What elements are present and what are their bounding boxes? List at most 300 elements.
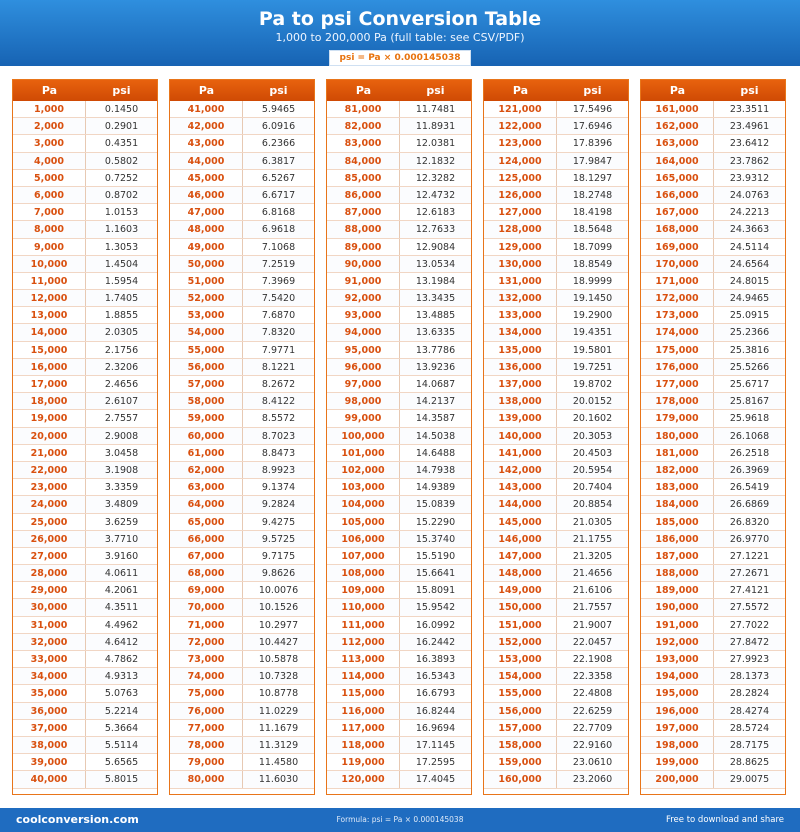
pa-value: 105,000 (327, 514, 400, 530)
table-row (170, 376, 314, 393)
table-row (13, 548, 157, 565)
table-row (484, 204, 628, 221)
table-row (327, 359, 471, 376)
pa-value: 175,000 (641, 342, 714, 358)
psi-value: 7.8320 (261, 327, 296, 339)
psi-value: 21.4656 (572, 568, 613, 580)
psi-value: 7.3969 (261, 275, 296, 287)
psi-value: 23.7862 (729, 155, 770, 167)
table-row (13, 428, 157, 445)
psi-value: 14.0687 (415, 379, 456, 390)
pa-value: 194,000 (641, 668, 714, 684)
psi-value: 15.9542 (415, 602, 456, 614)
table-row (327, 531, 471, 548)
pa-value: 64,000 (170, 496, 243, 512)
psi-value: 9.1374 (261, 482, 296, 494)
pa-value: 88,000 (327, 221, 400, 237)
psi-value: 11.0229 (258, 705, 299, 717)
psi-value: 14.2137 (415, 396, 456, 408)
psi-value: 5.0763 (104, 688, 139, 700)
table-row (327, 273, 471, 290)
table-row (170, 256, 314, 273)
table-row (13, 479, 157, 496)
psi-value: 25.2366 (729, 327, 770, 339)
pa-value: 42,000 (170, 118, 243, 134)
table-row (13, 101, 157, 118)
psi-value: 14.7938 (415, 464, 456, 476)
pa-value: 160,000 (484, 771, 557, 787)
pa-value: 48,000 (170, 221, 243, 237)
pa-value: 91,000 (327, 273, 400, 289)
pa-value: 21,000 (13, 445, 86, 461)
psi-value: 28.8625 (729, 757, 770, 769)
table-row (13, 462, 157, 479)
psi-value: 4.9313 (104, 671, 139, 683)
table-row (484, 617, 628, 634)
pa-value: 165,000 (641, 170, 714, 186)
psi-value: 6.6717 (261, 189, 296, 201)
table-row (170, 290, 314, 307)
table-row (484, 101, 628, 118)
pa-value: 138,000 (484, 393, 557, 409)
pa-value: 124,000 (484, 153, 557, 169)
pa-value: 62,000 (170, 462, 243, 478)
pa-value: 99,000 (327, 410, 400, 426)
table-row (641, 239, 785, 256)
pa-value: 190,000 (641, 599, 714, 615)
table-row (327, 496, 471, 513)
psi-value: 26.5419 (729, 482, 770, 494)
psi-value: 15.3740 (415, 533, 456, 545)
psi-value: 18.9999 (572, 275, 613, 287)
pa-value: 161,000 (641, 101, 714, 117)
pa-value: 20,000 (13, 428, 86, 444)
psi-value: 19.2900 (572, 310, 613, 322)
psi-value: 26.9770 (729, 533, 770, 545)
pa-value: 30,000 (13, 599, 86, 615)
pa-value: 34,000 (13, 668, 86, 684)
psi-value: 20.5954 (572, 464, 613, 476)
pa-value: 13,000 (13, 307, 86, 323)
pa-value: 117,000 (327, 720, 400, 736)
psi-value: 25.5266 (729, 361, 770, 373)
table-row (327, 135, 471, 152)
psi-value: 27.1221 (729, 550, 770, 562)
psi-value: 14.6488 (415, 447, 456, 459)
table-row (484, 634, 628, 651)
pa-value: 80,000 (170, 771, 243, 787)
column-header-pa: Pa (355, 84, 372, 97)
pa-value: 6,000 (13, 187, 86, 203)
pa-value: 98,000 (327, 393, 400, 409)
pa-value: 180,000 (641, 428, 714, 444)
psi-value: 6.2366 (261, 138, 296, 150)
psi-value: 10.1526 (258, 602, 299, 614)
psi-value: 6.5267 (261, 172, 296, 184)
table-row (170, 634, 314, 651)
psi-value: 19.8702 (572, 379, 613, 390)
site-link[interactable]: coolconversion.com (16, 813, 139, 826)
table-row (641, 187, 785, 204)
pa-value: 170,000 (641, 256, 714, 272)
psi-value: 26.6869 (729, 499, 770, 511)
pa-value: 77,000 (170, 720, 243, 736)
psi-value: 2.3206 (104, 361, 139, 373)
psi-value: 16.9694 (415, 722, 456, 734)
psi-value: 8.4122 (261, 396, 296, 408)
table-row (484, 239, 628, 256)
table-row (13, 204, 157, 221)
table-row (641, 170, 785, 187)
psi-value: 28.2824 (729, 688, 770, 700)
column-header-pa: Pa (669, 84, 686, 97)
table-header (484, 80, 628, 101)
pa-value: 32,000 (13, 634, 86, 650)
column-header-psi: psi (426, 84, 445, 97)
pa-value: 140,000 (484, 428, 557, 444)
table-row (484, 290, 628, 307)
psi-value: 23.3511 (729, 104, 770, 115)
psi-value: 26.3969 (729, 464, 770, 476)
table-row (641, 410, 785, 427)
table-row (170, 428, 314, 445)
psi-value: 12.4732 (415, 189, 456, 201)
psi-value: 3.6259 (104, 516, 139, 528)
table-row (327, 771, 471, 788)
table-row (13, 754, 157, 771)
pa-value: 200,000 (641, 771, 714, 787)
pa-value: 106,000 (327, 531, 400, 547)
table-row (484, 462, 628, 479)
table-row (327, 445, 471, 462)
pa-value: 199,000 (641, 754, 714, 770)
psi-value: 1.3053 (104, 241, 139, 253)
table-row (170, 531, 314, 548)
psi-value: 25.8167 (729, 396, 770, 408)
psi-value: 27.9923 (729, 654, 770, 665)
table-row (327, 634, 471, 651)
pa-value: 184,000 (641, 496, 714, 512)
psi-value: 15.8091 (415, 585, 456, 597)
pa-value: 65,000 (170, 514, 243, 530)
pa-value: 72,000 (170, 634, 243, 650)
table-row (641, 118, 785, 135)
psi-value: 23.4961 (729, 121, 770, 133)
pa-value: 74,000 (170, 668, 243, 684)
psi-value: 19.4351 (572, 327, 613, 339)
pa-value: 197,000 (641, 720, 714, 736)
psi-value: 1.5954 (104, 275, 139, 287)
table-row (170, 754, 314, 771)
table-row (484, 668, 628, 685)
table-row (641, 428, 785, 445)
table-row (641, 599, 785, 616)
pa-value: 163,000 (641, 135, 714, 151)
pa-value: 56,000 (170, 359, 243, 375)
pa-value: 23,000 (13, 479, 86, 495)
pa-value: 44,000 (170, 153, 243, 169)
psi-value: 14.3587 (415, 413, 456, 425)
table-row (641, 771, 785, 788)
table-row (484, 720, 628, 737)
table-row (327, 617, 471, 634)
table-row (327, 204, 471, 221)
psi-value: 17.9847 (572, 155, 613, 167)
table-header (170, 80, 314, 101)
pa-value: 70,000 (170, 599, 243, 615)
psi-value: 22.9160 (572, 739, 613, 751)
psi-value: 19.5801 (572, 344, 613, 356)
table-row (170, 685, 314, 702)
pa-value: 61,000 (170, 445, 243, 461)
pa-value: 134,000 (484, 324, 557, 340)
psi-value: 1.7405 (104, 293, 139, 305)
table-row (327, 462, 471, 479)
table-row (484, 273, 628, 290)
pa-value: 40,000 (13, 771, 86, 787)
pa-value: 151,000 (484, 617, 557, 633)
psi-value: 7.2519 (261, 258, 296, 270)
pa-value: 8,000 (13, 221, 86, 237)
psi-value: 10.5878 (258, 654, 299, 665)
table-row (170, 496, 314, 513)
psi-value: 0.5802 (104, 155, 139, 167)
pa-value: 195,000 (641, 685, 714, 701)
pa-value: 128,000 (484, 221, 557, 237)
psi-value: 16.3893 (415, 654, 456, 665)
table-row (484, 754, 628, 771)
psi-value: 8.5572 (261, 413, 296, 425)
table-row (484, 187, 628, 204)
pa-value: 193,000 (641, 651, 714, 667)
table-row (170, 771, 314, 788)
table-row (484, 565, 628, 582)
table-row (484, 582, 628, 599)
table-row (170, 239, 314, 256)
pa-value: 38,000 (13, 737, 86, 753)
psi-value: 5.5114 (104, 739, 139, 751)
psi-value: 21.7557 (572, 602, 613, 614)
table-row (641, 135, 785, 152)
table-row (13, 221, 157, 238)
psi-value: 23.9312 (729, 172, 770, 184)
table-row (170, 582, 314, 599)
table-row (327, 737, 471, 754)
table-row (170, 187, 314, 204)
pa-value: 7,000 (13, 204, 86, 220)
psi-value: 4.7862 (104, 654, 139, 665)
table-row (170, 170, 314, 187)
psi-value: 0.8702 (104, 189, 139, 201)
psi-value: 17.6946 (572, 121, 613, 133)
psi-value: 22.7709 (572, 722, 613, 734)
psi-value: 25.0915 (729, 310, 770, 322)
psi-value: 27.7022 (729, 619, 770, 631)
table-row (170, 651, 314, 668)
pa-value: 178,000 (641, 393, 714, 409)
pa-value: 2,000 (13, 118, 86, 134)
table-row (13, 187, 157, 204)
pa-value: 86,000 (327, 187, 400, 203)
pa-value: 135,000 (484, 342, 557, 358)
pa-value: 136,000 (484, 359, 557, 375)
column-header-psi: psi (269, 84, 288, 97)
pa-value: 142,000 (484, 462, 557, 478)
table-row (13, 153, 157, 170)
formula-badge: psi = Pa × 0.000145038 (329, 50, 472, 66)
psi-value: 18.4198 (572, 207, 613, 219)
table-row (641, 479, 785, 496)
table-row (327, 393, 471, 410)
pa-value: 81,000 (327, 101, 400, 117)
pa-value: 75,000 (170, 685, 243, 701)
pa-value: 141,000 (484, 445, 557, 461)
pa-value: 103,000 (327, 479, 400, 495)
pa-value: 14,000 (13, 324, 86, 340)
psi-value: 22.4808 (572, 688, 613, 700)
psi-value: 7.9771 (261, 344, 296, 356)
psi-value: 20.7404 (572, 482, 613, 494)
pa-value: 154,000 (484, 668, 557, 684)
psi-value: 14.5038 (415, 430, 456, 442)
psi-value: 13.6335 (415, 327, 456, 339)
psi-value: 2.4656 (104, 379, 139, 390)
table-row (13, 737, 157, 754)
table-row (170, 565, 314, 582)
pa-value: 132,000 (484, 290, 557, 306)
psi-value: 4.4962 (104, 619, 139, 631)
table-row (327, 599, 471, 616)
table-row (170, 462, 314, 479)
pa-value: 139,000 (484, 410, 557, 426)
pa-value: 54,000 (170, 324, 243, 340)
table-row (641, 703, 785, 720)
psi-value: 12.3282 (415, 172, 456, 184)
pa-value: 172,000 (641, 290, 714, 306)
pa-value: 37,000 (13, 720, 86, 736)
pa-value: 153,000 (484, 651, 557, 667)
pa-value: 173,000 (641, 307, 714, 323)
psi-value: 3.0458 (104, 447, 139, 459)
psi-value: 4.2061 (104, 585, 139, 597)
table-row (327, 221, 471, 238)
pa-value: 115,000 (327, 685, 400, 701)
psi-value: 3.3359 (104, 482, 139, 494)
pa-value: 26,000 (13, 531, 86, 547)
table-row (13, 668, 157, 685)
pa-value: 111,000 (327, 617, 400, 633)
psi-value: 17.8396 (572, 138, 613, 150)
table-row (641, 737, 785, 754)
table-row (170, 101, 314, 118)
conversion-table (169, 79, 315, 795)
psi-value: 10.2977 (258, 619, 299, 631)
table-row (484, 118, 628, 135)
pa-value: 63,000 (170, 479, 243, 495)
pa-value: 19,000 (13, 410, 86, 426)
pa-value: 107,000 (327, 548, 400, 564)
table-row (484, 496, 628, 513)
table-row (641, 307, 785, 324)
psi-value: 24.6564 (729, 258, 770, 270)
psi-value: 6.0916 (261, 121, 296, 133)
pa-value: 162,000 (641, 118, 714, 134)
table-row (170, 324, 314, 341)
table-row (170, 548, 314, 565)
psi-value: 8.8473 (261, 447, 296, 459)
pa-value: 169,000 (641, 239, 714, 255)
psi-value: 2.7557 (104, 413, 139, 425)
table-row (641, 324, 785, 341)
psi-value: 27.5572 (729, 602, 770, 614)
psi-value: 11.6030 (258, 774, 299, 786)
table-row (327, 307, 471, 324)
table-row (484, 685, 628, 702)
conversion-table (640, 79, 786, 795)
pa-value: 157,000 (484, 720, 557, 736)
psi-value: 12.9084 (415, 241, 456, 253)
table-row (13, 514, 157, 531)
table-row (170, 617, 314, 634)
psi-value: 15.6641 (415, 568, 456, 580)
psi-value: 13.1984 (415, 275, 456, 287)
pa-value: 144,000 (484, 496, 557, 512)
table-row (484, 359, 628, 376)
psi-value: 17.2595 (415, 757, 456, 769)
pa-value: 196,000 (641, 703, 714, 719)
psi-value: 13.4885 (415, 310, 456, 322)
pa-value: 120,000 (327, 771, 400, 787)
table-row (484, 737, 628, 754)
table-row (484, 479, 628, 496)
table-row (13, 445, 157, 462)
psi-value: 1.8855 (104, 310, 139, 322)
psi-value: 24.0763 (729, 189, 770, 201)
pa-value: 152,000 (484, 634, 557, 650)
pa-value: 167,000 (641, 204, 714, 220)
pa-value: 145,000 (484, 514, 557, 530)
psi-value: 8.1221 (261, 361, 296, 373)
pa-value: 97,000 (327, 376, 400, 392)
psi-value: 6.8168 (261, 207, 296, 219)
pa-value: 43,000 (170, 135, 243, 151)
pa-value: 123,000 (484, 135, 557, 151)
psi-value: 20.0152 (572, 396, 613, 408)
psi-value: 10.0076 (258, 585, 299, 597)
column-header-pa: Pa (512, 84, 529, 97)
footer-formula-note: Formula: psi = Pa × 0.000145038 (336, 815, 464, 824)
psi-value: 18.5648 (572, 224, 613, 236)
psi-value: 21.9007 (572, 619, 613, 631)
psi-value: 22.1908 (572, 654, 613, 665)
pa-value: 179,000 (641, 410, 714, 426)
table-row (170, 204, 314, 221)
table-row (641, 685, 785, 702)
pa-value: 146,000 (484, 531, 557, 547)
table-row (484, 410, 628, 427)
psi-value: 26.8320 (729, 516, 770, 528)
table-row (641, 720, 785, 737)
table-row (327, 376, 471, 393)
psi-value: 14.9389 (415, 482, 456, 494)
pa-value: 121,000 (484, 101, 557, 117)
pa-value: 51,000 (170, 273, 243, 289)
table-row (13, 359, 157, 376)
pa-value: 118,000 (327, 737, 400, 753)
pa-value: 148,000 (484, 565, 557, 581)
psi-value: 11.4580 (258, 757, 299, 769)
pa-value: 4,000 (13, 153, 86, 169)
